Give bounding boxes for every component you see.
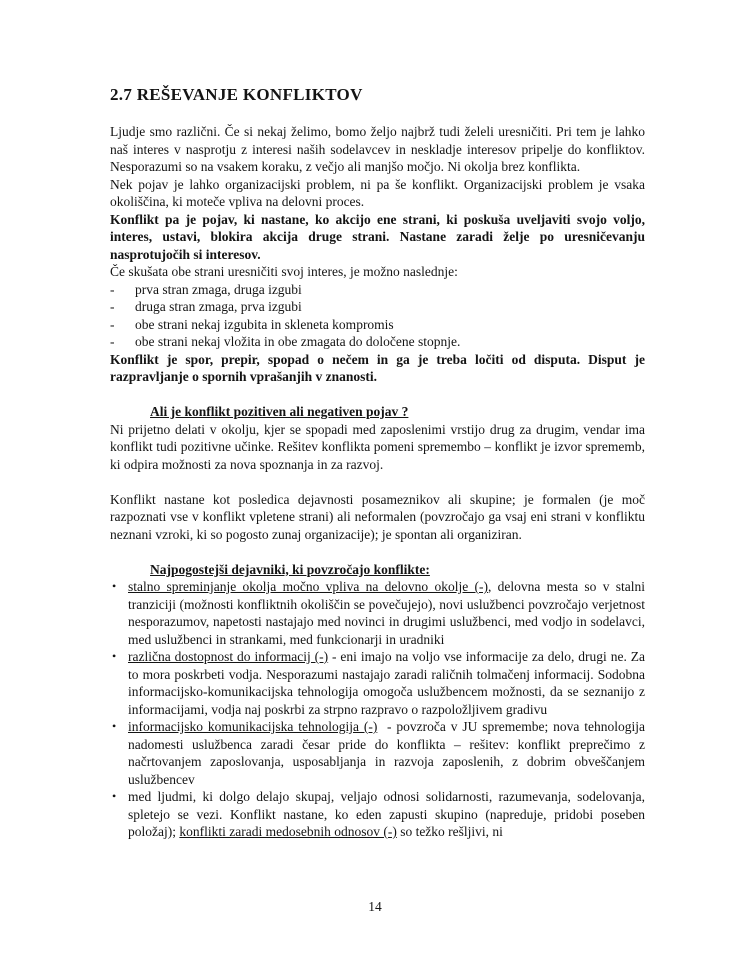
text-run: različna dostopnost do informacij (-): [128, 649, 329, 664]
bullet-icon: •: [112, 648, 117, 663]
list-item-text: [135, 317, 394, 332]
text-run: Če skušata obe strani uresničiti svoj interes, je možno naslednje:: [110, 264, 458, 279]
text-run: , delovna mesta so v stalni tranziciji (možnosti konfliktnih okoliščin se povečujejo), novi uslužbenci povzročajo verjetnost nesporazumov, napetosti nastajajo med novinci in drugimi uslužbenci, med vodjo in sodelavci, med uslužbenci in strankami, med funkcionarji in uradniki: [128, 579, 645, 647]
list-item: [110, 578, 645, 648]
text-run: Nek pojav je lahko organizacijski problem, ni pa še konflikt. Organizacijski problem je vsaka okoliščina, ki moteče vpliva na delovni proces.: [110, 176, 645, 209]
heading-factors: [110, 561, 645, 579]
list-item-text: [135, 334, 460, 349]
text-run: obe strani nekaj vložita in obe zmagata do določene stopnje.: [135, 334, 461, 349]
list-item-text: [128, 719, 645, 787]
text-run: stalno spreminjanje okolja močno vpliva na delovno okolje (-): [128, 579, 488, 594]
list-item-text: [135, 282, 302, 297]
text-run: konflikti zaradi medosebnih odnosov (-): [179, 824, 397, 839]
text-run: Ljudje smo različni. Če si nekaj želimo, bomo željo najbrž tudi želeli uresničiti. Pri tem je lahko naš interes v nasprotju z interesi naših sodelavcev in neskladje interesov pripelje do konfliktov. Nesporazumi so na vsakem koraku, z večjo ali manjšo močjo. Ni okolja brez konflikta.: [110, 124, 645, 174]
bullet-icon: •: [112, 788, 117, 803]
page-title: 2.7 REŠEVANJE KONFLIKTOV: [110, 85, 363, 104]
text-run: obe strani nekaj izgubita in skleneta kompromis: [135, 316, 394, 332]
list-item: [110, 648, 645, 718]
text-run: Ni prijetno delati v okolju, kjer se spopadi med zaposlenimi vrstijo drug za drugim, vendar ima konflikt tudi pozitivne učinke. Rešitev konflikta pomeni spremembo – konflikt je izvor sprememb, ki odpira možnosti za nova spoznanja in za razvoj.: [110, 421, 645, 472]
list-item-text: [128, 789, 645, 839]
list-item: [110, 718, 645, 788]
dash-marker: -: [110, 281, 115, 297]
list-item: [110, 316, 645, 334]
text-run: Najpogostejši dejavniki, ki povzročajo konflikte:: [150, 561, 430, 577]
paragraph-both-sides: [110, 263, 645, 281]
text-run: - povzroča v JU spremembe; nova tehnologija nadomesti uslužbenca zaradi česar pride do konflikta – rešitev: konflikt preprečimo z načrtovanjem zaposlovanja, usposabljanja in razvoja zaposlenih, z dobrim obveščanjem uslužbencev: [128, 719, 645, 787]
paragraph-dispute: [110, 351, 645, 386]
bullet-icon: •: [112, 718, 117, 733]
text-run: Konflikt pa je pojav, ki nastane, ko akcijo ene strani, ki poskuša uveljaviti svojo voljo, interes, ustavi, blokira akcija druge strani. Nastane zaradi želje po uresničevanju nasprotujočih si interesov.: [110, 211, 645, 262]
list-item: [110, 281, 645, 299]
list-item-text: [128, 649, 645, 717]
heading-positive-negative: [110, 403, 645, 421]
dash-marker: -: [110, 316, 115, 332]
paragraph-conflict-definition: [110, 211, 645, 264]
paragraph-positive-effects: [110, 421, 645, 474]
paragraph-intro: [110, 123, 645, 176]
list-item-text: [135, 299, 302, 314]
text-run: Konflikt je spor, prepir, spopad o nečem in ga je treba ločiti od disputa. Disput je razpravljanje o spornih vprašanjih v znanosti.: [110, 351, 645, 384]
list-item: [110, 298, 645, 316]
text-run: - eni imajo na voljo vse informacije za delo, drugi ne. Za to mora poskrbeti vodja. Nesporazumi nastajajo zaradi raličnih tolmačenj informacij. Sodobna informacijsko-komunikacijska tehnologija omogoča uslužbencem možnosti, da se seznanijo z informacijami, vodja naj poskrbi za strpno razpravo o razpoložljivem gradivu: [128, 649, 645, 717]
bullet-list: [110, 578, 645, 841]
text-run: so težko rešljivi, ni: [396, 824, 503, 839]
dash-marker: -: [110, 334, 115, 349]
list-item: [110, 788, 645, 841]
text-run: prva stran zmaga, druga izgubi: [135, 281, 302, 297]
text-run: med ljudmi, ki dolgo delajo skupaj, veljajo odnosi solidarnosti, razumevanja, sodelovanja, spletejo se vezi. Konflikt nastane, ko eden zapusti skupino (napreduje, pridobi poseben položaj);: [128, 789, 645, 839]
text-run: informacijsko komunikacijska tehnologija (-): [128, 719, 378, 734]
dash-marker: -: [110, 299, 115, 314]
list-item-text: [128, 579, 645, 647]
dash-list: [110, 281, 645, 351]
text-run: Ali je konflikt pozitiven ali negativen pojav ?: [150, 404, 409, 419]
text-run: druga stran zmaga, prva izgubi: [135, 299, 302, 314]
bullet-icon: •: [112, 578, 117, 593]
page-number: 14: [368, 899, 382, 914]
paragraph-org-problem: [110, 176, 645, 211]
paragraph-formal-informal: [110, 491, 645, 544]
list-item: [110, 333, 645, 351]
text-run: Konflikt nastane kot posledica dejavnosti posameznikov ali skupine; je formalen (je moč razpoznati vse v konflikt vpletene strani) ali neformalen (povzročajo ga vsaj eni strani v konfliktu neznani vzroki, ki so pogosto zunaj organizacije); je spontan ali organiziran.: [110, 491, 645, 542]
